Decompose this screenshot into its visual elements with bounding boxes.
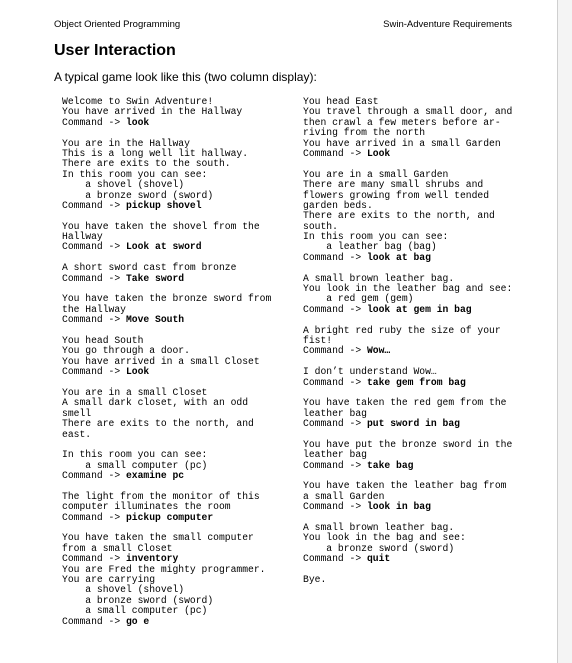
output-line: Bye. [303, 573, 327, 585]
transcript-block [303, 367, 525, 388]
command-prompt: Command -> [303, 251, 367, 263]
output-line: a small Garden [303, 490, 385, 502]
output-line: In this room you can see: [62, 449, 208, 461]
command-prompt: Command -> [303, 459, 367, 471]
transcript-column-left [62, 97, 294, 637]
command-input-text: Look [366, 147, 391, 159]
command-prompt: Command -> [303, 501, 367, 513]
output-line: You are carrying [62, 573, 156, 585]
output-line: You look in the leather bag and see: [303, 283, 513, 295]
command-prompt: Command -> [62, 553, 126, 565]
output-line: You have arrived in a small Closet [62, 355, 260, 367]
transcript-block [62, 336, 294, 378]
output-line: You head East [303, 96, 379, 107]
command-line [62, 201, 294, 211]
output-line: A small dark closet, with an odd [62, 397, 249, 409]
command-prompt: Command -> [62, 366, 126, 378]
command-line [62, 315, 294, 325]
output-line: Hallway [62, 231, 103, 243]
command-prompt: Command -> [62, 470, 126, 482]
transcript-column-right [303, 97, 525, 596]
output-line: a leather bag (bag) [303, 241, 437, 253]
command-line [303, 346, 525, 356]
command-line [62, 118, 294, 128]
transcript-block [62, 263, 294, 284]
command-prompt: Command -> [303, 345, 367, 357]
command-prompt: Command -> [62, 511, 126, 523]
command-prompt: Command -> [62, 272, 126, 284]
output-line: You are in a small Closet [62, 386, 208, 398]
output-line: A bright red ruby the size of your [303, 324, 501, 336]
transcript-block [62, 139, 294, 212]
command-input-text: look in bag [366, 501, 431, 513]
output-line: In this room you can see: [303, 231, 449, 243]
output-line: garden beds. [303, 199, 373, 211]
output-line: You are in the Hallway [62, 137, 190, 149]
output-line: A small brown leather bag. [303, 522, 455, 534]
transcript-block [303, 97, 525, 159]
output-line: a bronze sword (sword) [62, 594, 214, 606]
output-line: a small computer (pc) [62, 605, 208, 617]
command-prompt: Command -> [62, 615, 126, 627]
transcript-block [303, 326, 525, 357]
command-input-text: pickup shovel [125, 199, 202, 211]
section-title: User Interaction [54, 42, 176, 59]
output-line: a shovel (shovel) [62, 179, 185, 191]
output-line: You have arrived in the Hallway [62, 106, 243, 118]
command-input-text: Take sword [125, 272, 185, 284]
intro-text: A typical game look like this (two column display): [54, 70, 317, 84]
command-prompt: Command -> [62, 116, 126, 128]
output-line: smell [62, 407, 92, 419]
transcript-block [303, 170, 525, 264]
command-line [303, 149, 525, 159]
output-line: Welcome to Swin Adventure! [62, 96, 214, 107]
output-line: fist! [303, 334, 333, 346]
output-line: You head South [62, 334, 144, 346]
output-line: You have taken the small computer [62, 532, 254, 544]
command-input-text: look [125, 116, 150, 128]
transcript-block [62, 222, 294, 253]
output-line: I don’t understand Wow… [303, 366, 437, 378]
command-input-text: go e [125, 615, 150, 627]
output-line: the Hallway [62, 303, 126, 315]
command-line [303, 554, 525, 564]
header-course: Object Oriented Programming [54, 19, 181, 30]
output-line: In this room you can see: [62, 168, 208, 180]
command-line [62, 242, 294, 252]
output-line: south. [303, 220, 338, 232]
transcript-block [62, 294, 294, 325]
transcript-block [62, 388, 294, 440]
command-line [62, 367, 294, 377]
transcript-block [62, 533, 294, 627]
output-line: There are exits to the north, and [62, 418, 254, 430]
page-margin-shade [558, 0, 572, 663]
command-prompt: Command -> [62, 241, 126, 253]
command-line [62, 617, 294, 627]
output-line: You go through a door. [62, 345, 190, 357]
transcript-block [62, 97, 294, 128]
output-line: a red gem (gem) [303, 293, 414, 305]
output-line: You travel through a small door, and [303, 106, 513, 118]
command-line [62, 274, 294, 284]
output-line: riving from the north [303, 127, 426, 139]
command-input-text: take bag [366, 459, 414, 471]
command-prompt: Command -> [303, 376, 367, 388]
output-line: east. [62, 428, 92, 440]
transcript-block [303, 481, 525, 512]
output-line: There are exits to the south. [62, 158, 231, 170]
command-input-text: Wow… [366, 345, 391, 357]
command-prompt: Command -> [303, 553, 367, 565]
output-line: a small computer (pc) [62, 459, 208, 471]
output-line: You look in the bag and see: [303, 532, 466, 544]
output-line: The light from the monitor of this [62, 490, 260, 502]
command-input-text: Look at sword [125, 241, 202, 253]
command-line [303, 253, 525, 263]
transcript-block [303, 274, 525, 316]
command-line [303, 419, 525, 429]
command-prompt: Command -> [62, 199, 126, 211]
command-line [62, 513, 294, 523]
transcript-block [303, 440, 525, 471]
command-prompt: Command -> [303, 147, 367, 159]
output-line: You have taken the shovel from the [62, 220, 260, 232]
output-line: You have arrived in a small Garden [303, 137, 501, 149]
output-line: a bronze sword (sword) [303, 542, 455, 554]
output-line: from a small Closet [62, 542, 173, 554]
command-input-text: Look [125, 366, 150, 378]
transcript-block [303, 575, 525, 585]
output-line: You are Fred the mighty programmer. [62, 563, 266, 575]
transcript-block [62, 450, 294, 481]
output-line: leather bag [303, 449, 367, 461]
command-input-text: inventory [125, 553, 179, 565]
command-input-text: pickup computer [125, 511, 214, 523]
command-input-text: take gem from bag [366, 376, 466, 388]
output-line: You have taken the leather bag from [303, 480, 507, 492]
output-line: You are in a small Garden [303, 168, 449, 180]
command-line [303, 305, 525, 315]
output-line: There are many small shrubs and [303, 179, 484, 191]
output-line: leather bag [303, 407, 367, 419]
output-line: flowers growing from well tended [303, 189, 490, 201]
command-input-text: examine pc [125, 470, 185, 482]
header-document: Swin-Adventure Requirements [383, 19, 512, 30]
output-line: a bronze sword (sword) [62, 189, 214, 201]
command-input-text: look at gem in bag [366, 303, 472, 315]
output-line: You have taken the bronze sword from [62, 293, 272, 305]
transcript-block [62, 492, 294, 523]
output-line: You have put the bronze sword in the [303, 438, 513, 450]
command-line [303, 502, 525, 512]
output-line: A small brown leather bag. [303, 272, 455, 284]
transcript-block [303, 398, 525, 429]
command-input-text: put sword in bag [366, 418, 460, 430]
output-line: computer illuminates the room [62, 501, 231, 513]
command-line [303, 378, 525, 388]
command-input-text: quit [366, 553, 391, 565]
command-line [303, 461, 525, 471]
command-input-text: Move South [125, 314, 185, 326]
output-line: There are exits to the north, and [303, 210, 495, 222]
command-prompt: Command -> [62, 314, 126, 326]
command-prompt: Command -> [303, 418, 367, 430]
output-line: a shovel (shovel) [62, 584, 185, 596]
transcript-block [303, 523, 525, 565]
command-input-text: look at bag [366, 251, 431, 263]
output-line: You have taken the red gem from the [303, 397, 507, 409]
output-line: then crawl a few meters before ar- [303, 116, 501, 128]
command-prompt: Command -> [303, 303, 367, 315]
output-line: This is a long well lit hallway. [62, 147, 249, 159]
command-line [62, 471, 294, 481]
output-line: A short sword cast from bronze [62, 262, 237, 274]
